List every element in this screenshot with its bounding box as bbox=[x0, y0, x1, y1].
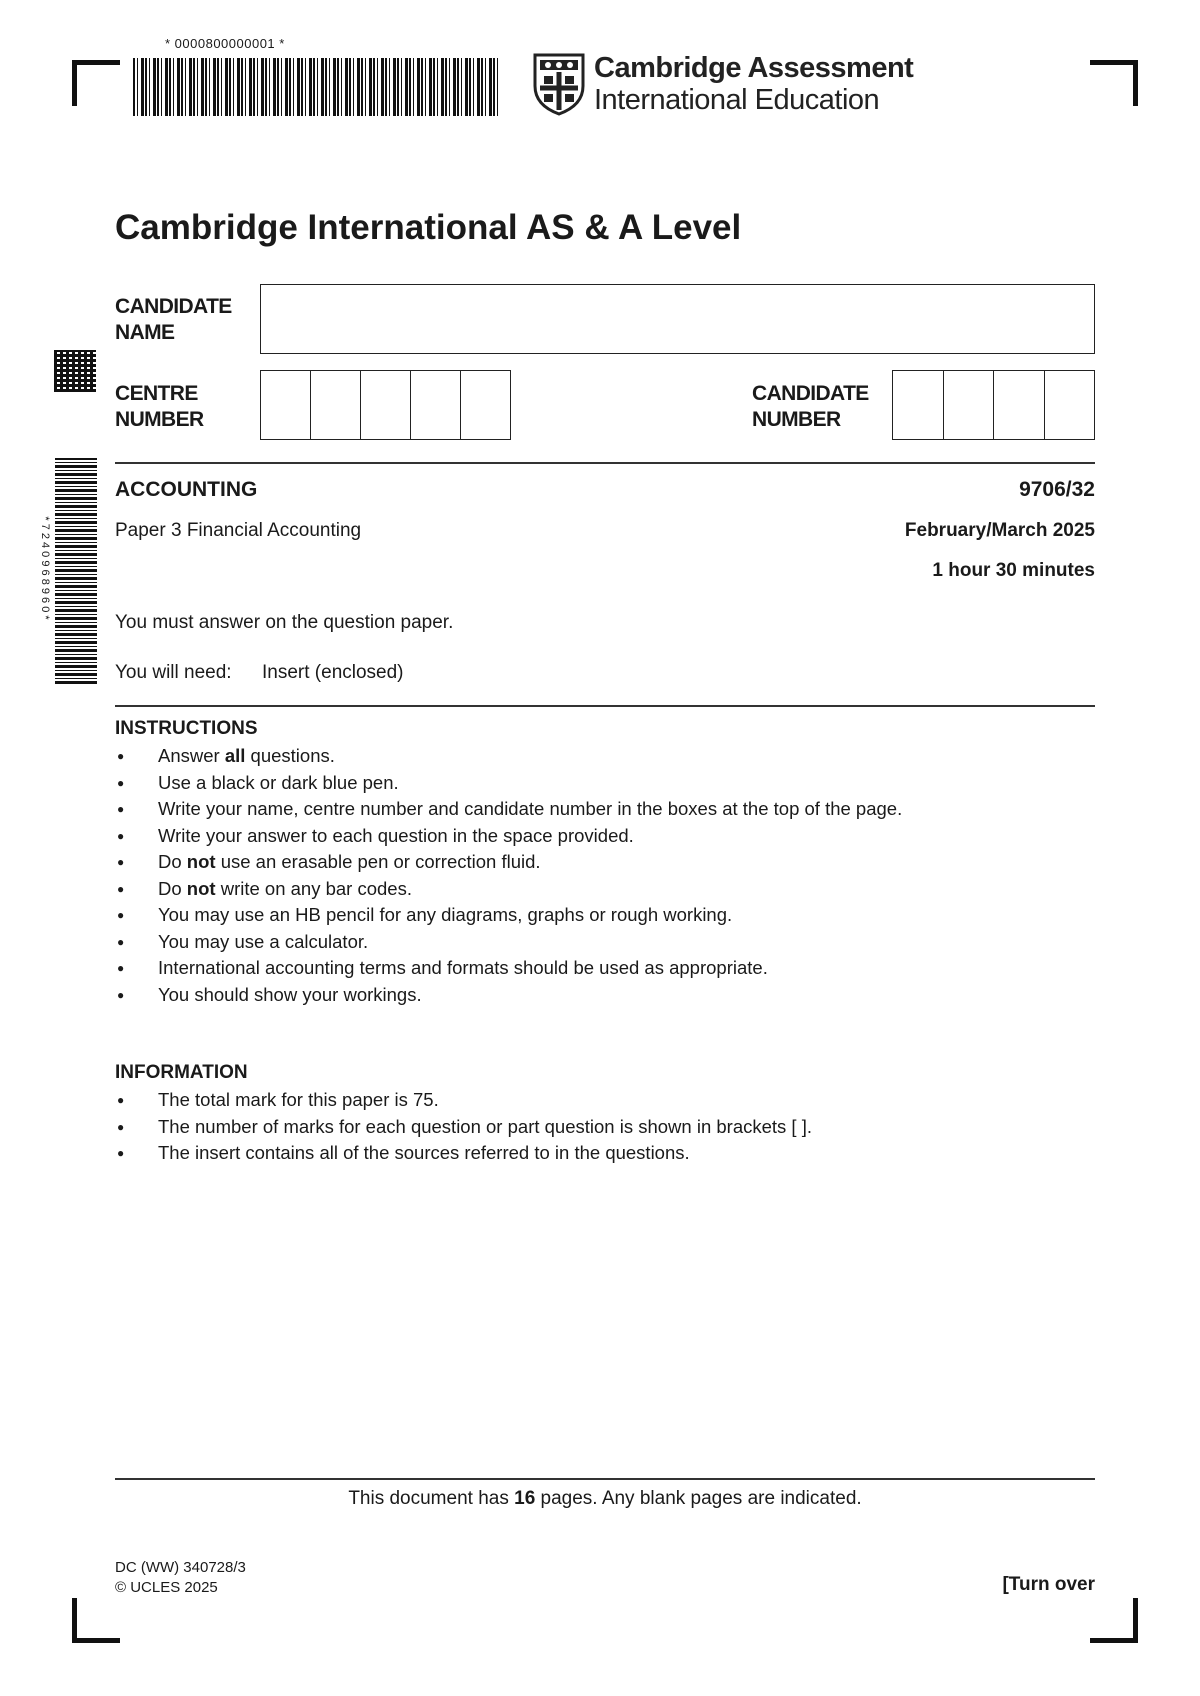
list-item: ● You should show your workings. bbox=[115, 982, 902, 1009]
turn-over: [Turn over bbox=[1002, 1574, 1095, 1595]
centre-number-box[interactable] bbox=[411, 371, 461, 439]
qr-code bbox=[54, 350, 96, 392]
exam-session: February/March 2025 bbox=[904, 520, 1095, 541]
centre-number-input[interactable] bbox=[260, 370, 511, 440]
crop-mark-bottom-left bbox=[72, 1638, 120, 1643]
list-item: ● The total mark for this paper is 75. bbox=[115, 1087, 812, 1114]
candidate-number-box[interactable] bbox=[1045, 371, 1095, 439]
syllabus-code: 9706/32 bbox=[1019, 478, 1095, 501]
crop-mark-top-right bbox=[1090, 60, 1138, 65]
instructions-list bbox=[115, 743, 902, 1008]
logo-text-line1: Cambridge Assessment bbox=[594, 52, 914, 84]
you-will-need-value: Insert (enclosed) bbox=[262, 662, 404, 683]
side-barcode-text: * 7 2 4 0 9 6 8 9 6 0 * bbox=[39, 516, 51, 620]
list-item: ● The insert contains all of the sources referred to in the questions. bbox=[115, 1140, 812, 1167]
side-barcode bbox=[55, 458, 97, 684]
you-will-need-label: You will need: bbox=[115, 662, 232, 683]
list-item: ● Do not write on any bar codes. bbox=[115, 876, 902, 903]
list-item: ● Use a black or dark blue pen. bbox=[115, 770, 902, 797]
centre-number-label: CENTRE NUMBER bbox=[115, 382, 204, 431]
centre-number-box[interactable] bbox=[261, 371, 311, 439]
exam-duration: 1 hour 30 minutes bbox=[932, 560, 1095, 581]
document-code: DC (WW) 340728/3 bbox=[115, 1559, 246, 1576]
list-item: ● The number of marks for each question or part question is shown in brackets [ ]. bbox=[115, 1114, 812, 1141]
divider bbox=[115, 705, 1095, 707]
centre-number-box[interactable] bbox=[461, 371, 510, 439]
serial-code: * 0000800000001 * bbox=[165, 36, 285, 51]
list-item: ● Answer all questions. bbox=[115, 743, 902, 770]
divider bbox=[115, 1478, 1095, 1480]
crop-mark-bottom-left bbox=[72, 1598, 77, 1643]
candidate-number-box[interactable] bbox=[994, 371, 1045, 439]
candidate-number-box[interactable] bbox=[944, 371, 995, 439]
cambridge-logo bbox=[532, 52, 922, 118]
list-item: ● You may use an HB pencil for any diagrams, graphs or rough working. bbox=[115, 902, 902, 929]
candidate-name-input[interactable] bbox=[260, 284, 1095, 354]
centre-number-box[interactable] bbox=[361, 371, 411, 439]
information-heading: INFORMATION bbox=[115, 1062, 248, 1083]
candidate-number-label: CANDIDATE NUMBER bbox=[752, 382, 869, 431]
answer-note: You must answer on the question paper. bbox=[115, 612, 454, 633]
crop-mark-top-left bbox=[72, 60, 120, 65]
page-count-note: This document has 16 pages. Any blank pages are indicated. bbox=[348, 1488, 862, 1509]
instructions-heading: INSTRUCTIONS bbox=[115, 718, 258, 739]
subject-title: ACCOUNTING bbox=[115, 478, 258, 501]
crop-mark-bottom-right bbox=[1133, 1598, 1138, 1643]
list-item: ● International accounting terms and formats should be used as appropriate. bbox=[115, 955, 902, 982]
header-barcode bbox=[133, 58, 500, 116]
crop-mark-top-left bbox=[72, 60, 77, 106]
list-item: ● You may use a calculator. bbox=[115, 929, 902, 956]
centre-number-box[interactable] bbox=[311, 371, 361, 439]
qualification-title: Cambridge International AS & A Level bbox=[115, 208, 742, 247]
crest-icon bbox=[532, 52, 586, 116]
list-item: ● Write your answer to each question in the space provided. bbox=[115, 823, 902, 850]
candidate-number-box[interactable] bbox=[893, 371, 944, 439]
information-list bbox=[115, 1087, 812, 1167]
crop-mark-top-right bbox=[1133, 60, 1138, 106]
paper-title: Paper 3 Financial Accounting bbox=[115, 520, 362, 541]
crop-mark-bottom-right bbox=[1090, 1638, 1138, 1643]
copyright: © UCLES 2025 bbox=[115, 1579, 218, 1596]
divider bbox=[115, 462, 1095, 464]
logo-text-line2: International Education bbox=[594, 84, 880, 116]
candidate-name-label: CANDIDATE NAME bbox=[115, 295, 232, 344]
list-item: ● Write your name, centre number and candidate number in the boxes at the top of the page. bbox=[115, 796, 902, 823]
list-item: ● Do not use an erasable pen or correction fluid. bbox=[115, 849, 902, 876]
candidate-number-input[interactable] bbox=[892, 370, 1095, 440]
